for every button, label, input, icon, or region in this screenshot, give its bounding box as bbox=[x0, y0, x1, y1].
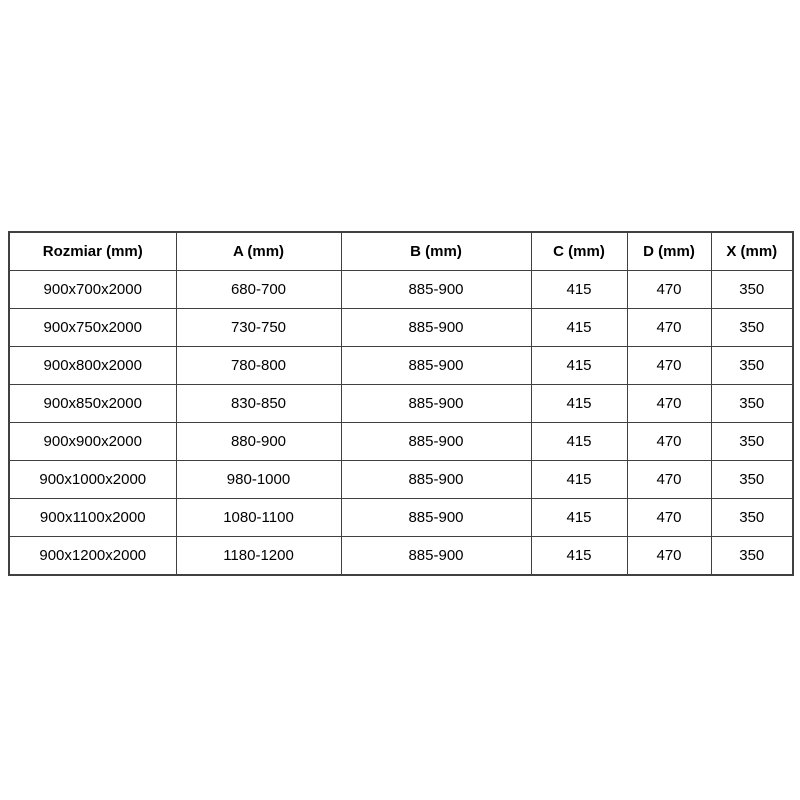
cell-d: 470 bbox=[627, 423, 711, 461]
cell-a: 1180-1200 bbox=[176, 537, 341, 576]
table-row bbox=[9, 499, 793, 537]
cell-c: 415 bbox=[531, 271, 627, 309]
col-header-d: D (mm) bbox=[627, 232, 711, 271]
cell-rozmiar: 900x700x2000 bbox=[9, 271, 176, 309]
col-header-c: C (mm) bbox=[531, 232, 627, 271]
cell-a: 730-750 bbox=[176, 309, 341, 347]
cell-x: 350 bbox=[711, 347, 793, 385]
cell-x: 350 bbox=[711, 537, 793, 576]
cell-d: 470 bbox=[627, 461, 711, 499]
cell-rozmiar: 900x900x2000 bbox=[9, 423, 176, 461]
cell-c: 415 bbox=[531, 499, 627, 537]
cell-x: 350 bbox=[711, 309, 793, 347]
cell-d: 470 bbox=[627, 347, 711, 385]
cell-b: 885-900 bbox=[341, 461, 531, 499]
dimension-spec-table bbox=[8, 231, 794, 576]
cell-a: 1080-1100 bbox=[176, 499, 341, 537]
col-header-a: A (mm) bbox=[176, 232, 341, 271]
cell-a: 980-1000 bbox=[176, 461, 341, 499]
cell-a: 830-850 bbox=[176, 385, 341, 423]
cell-b: 885-900 bbox=[341, 347, 531, 385]
cell-d: 470 bbox=[627, 537, 711, 576]
table-row bbox=[9, 461, 793, 499]
cell-c: 415 bbox=[531, 347, 627, 385]
cell-b: 885-900 bbox=[341, 537, 531, 576]
cell-x: 350 bbox=[711, 499, 793, 537]
cell-x: 350 bbox=[711, 461, 793, 499]
cell-c: 415 bbox=[531, 385, 627, 423]
cell-rozmiar: 900x1000x2000 bbox=[9, 461, 176, 499]
cell-rozmiar: 900x850x2000 bbox=[9, 385, 176, 423]
cell-rozmiar: 900x800x2000 bbox=[9, 347, 176, 385]
cell-rozmiar: 900x1200x2000 bbox=[9, 537, 176, 576]
col-header-x: X (mm) bbox=[711, 232, 793, 271]
cell-c: 415 bbox=[531, 461, 627, 499]
cell-rozmiar: 900x750x2000 bbox=[9, 309, 176, 347]
cell-a: 780-800 bbox=[176, 347, 341, 385]
cell-b: 885-900 bbox=[341, 499, 531, 537]
col-header-rozmiar: Rozmiar (mm) bbox=[9, 232, 176, 271]
cell-rozmiar: 900x1100x2000 bbox=[9, 499, 176, 537]
cell-b: 885-900 bbox=[341, 423, 531, 461]
col-header-b: B (mm) bbox=[341, 232, 531, 271]
table-row bbox=[9, 385, 793, 423]
cell-x: 350 bbox=[711, 385, 793, 423]
cell-d: 470 bbox=[627, 271, 711, 309]
cell-c: 415 bbox=[531, 423, 627, 461]
cell-d: 470 bbox=[627, 499, 711, 537]
table-row bbox=[9, 347, 793, 385]
cell-b: 885-900 bbox=[341, 385, 531, 423]
table-row bbox=[9, 537, 793, 576]
cell-b: 885-900 bbox=[341, 309, 531, 347]
cell-b: 885-900 bbox=[341, 271, 531, 309]
cell-d: 470 bbox=[627, 309, 711, 347]
cell-a: 880-900 bbox=[176, 423, 341, 461]
cell-a: 680-700 bbox=[176, 271, 341, 309]
header-row bbox=[9, 232, 793, 271]
table-row bbox=[9, 271, 793, 309]
cell-x: 350 bbox=[711, 271, 793, 309]
cell-d: 470 bbox=[627, 385, 711, 423]
cell-c: 415 bbox=[531, 309, 627, 347]
cell-c: 415 bbox=[531, 537, 627, 576]
cell-x: 350 bbox=[711, 423, 793, 461]
table-row bbox=[9, 309, 793, 347]
table-row bbox=[9, 423, 793, 461]
